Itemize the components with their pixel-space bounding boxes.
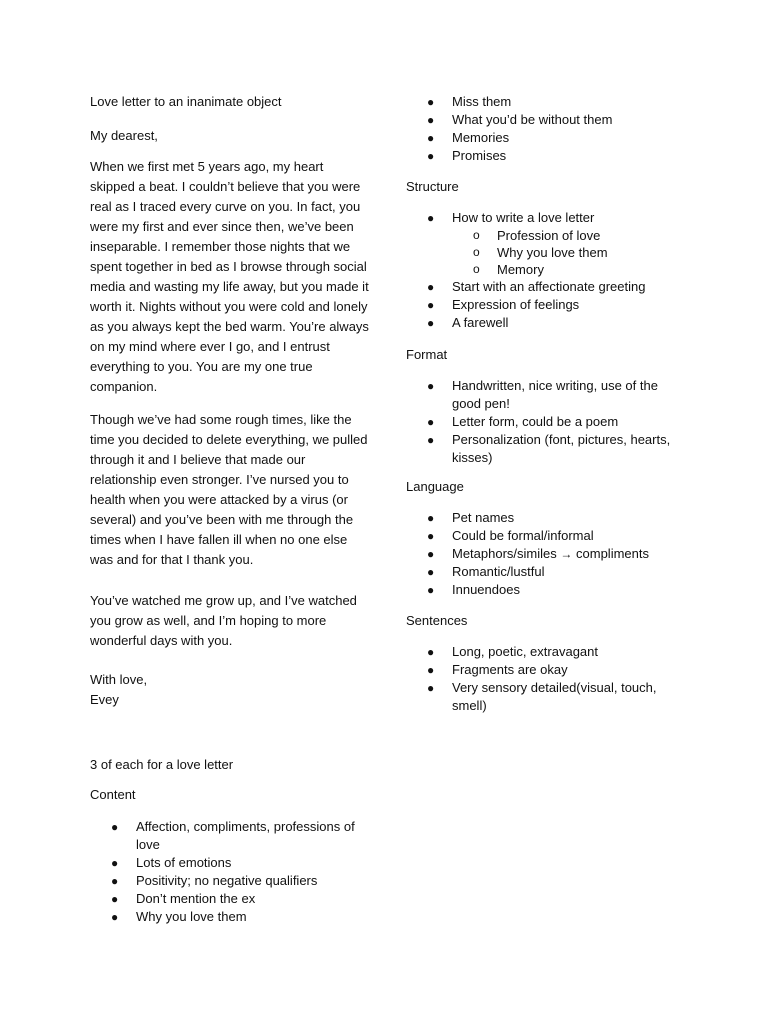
bullet-icon: ● bbox=[427, 316, 435, 330]
list-item: ● Very sensory detailed(visual, touch, smell) bbox=[427, 680, 657, 713]
letter-signature: Evey bbox=[90, 692, 119, 707]
bullet-icon: ● bbox=[427, 298, 435, 312]
circle-bullet-icon: o bbox=[473, 262, 480, 276]
structure-list bbox=[406, 209, 696, 332]
structure-sublist bbox=[452, 227, 696, 278]
format-list bbox=[406, 377, 686, 467]
list-item: ● Expression of feelings bbox=[427, 297, 580, 312]
circle-bullet-icon: o bbox=[473, 245, 480, 259]
list-item: ● Pet names bbox=[427, 510, 515, 525]
list-item: ● Miss them bbox=[427, 94, 512, 109]
list-item: ● Memories bbox=[427, 130, 510, 145]
bullet-icon: ● bbox=[111, 874, 119, 888]
list-item: ● Don’t mention the ex bbox=[111, 891, 256, 906]
structure-heading: Structure bbox=[406, 179, 459, 194]
letter-title: Love letter to an inanimate object bbox=[90, 94, 282, 109]
list-item: ● Why you love them bbox=[111, 909, 247, 924]
list-item: ● Lots of emotions bbox=[111, 855, 232, 870]
list-item: ● What you’d be without them bbox=[427, 112, 613, 127]
sub-list-item: o Profession of love bbox=[473, 228, 601, 243]
list-item: ● Start with an affectionate greeting bbox=[427, 279, 646, 294]
notes-title: 3 of each for a love letter bbox=[90, 757, 234, 772]
list-item: ● Could be formal/informal bbox=[427, 528, 594, 543]
bullet-icon: ● bbox=[427, 565, 435, 579]
sub-list-item: o Memory bbox=[473, 262, 544, 277]
content-heading: Content bbox=[90, 787, 136, 802]
bullet-icon: ● bbox=[427, 583, 435, 597]
bullet-icon: ● bbox=[427, 681, 435, 695]
letter-paragraph-1: When we first met 5 years ago, my heart skipped a beat. I couldn’t believe that you were real as I traced every curve on you. In fact, you were my first and ever since then, we’ve been inseparable. I remember those nights that we spent together in bed as I browse through social media and wasting my life away, but you made it worth it. Nights without you were cold and lonely as you always kept the bed warm. You’re always on my mind where ever I go, and I entrust everything to you. You are my one true companion. bbox=[90, 159, 369, 394]
list-item: ● Fragments are okay bbox=[427, 662, 568, 677]
arrow-right-icon: → bbox=[560, 547, 573, 561]
sentences-heading: Sentences bbox=[406, 613, 468, 628]
list-item: ● Long, poetic, extravagant bbox=[427, 644, 598, 659]
bullet-icon: ● bbox=[427, 547, 435, 561]
bullet-icon: ● bbox=[427, 645, 435, 659]
bullet-icon: ● bbox=[427, 131, 435, 145]
list-item: ● Handwritten, nice writing, use of the good pen! bbox=[427, 378, 658, 411]
list-item: ● Affection, compliments, professions of love bbox=[111, 819, 355, 852]
bullet-icon: ● bbox=[427, 511, 435, 525]
bullet-icon: ● bbox=[427, 529, 435, 543]
list-item: ● Positivity; no negative qualifiers bbox=[111, 873, 318, 888]
sentences-list bbox=[406, 643, 696, 715]
content-list-continued bbox=[406, 93, 696, 165]
sub-list-item: o Why you love them bbox=[473, 245, 608, 260]
language-heading: Language bbox=[406, 479, 464, 494]
letter-closing: With love, bbox=[90, 672, 148, 687]
bullet-icon: ● bbox=[427, 149, 435, 163]
bullet-icon: ● bbox=[427, 113, 435, 127]
bullet-icon: ● bbox=[427, 211, 435, 225]
language-list bbox=[406, 509, 696, 599]
bullet-icon: ● bbox=[427, 379, 435, 393]
circle-bullet-icon: o bbox=[473, 228, 480, 242]
list-item: ● Innuendoes bbox=[427, 582, 520, 597]
letter-paragraph-3: You’ve watched me grow up, and I’ve watched you grow as well, and I’m hoping to more wonderful days with you. bbox=[90, 593, 357, 648]
content-list bbox=[90, 818, 380, 926]
bullet-icon: ● bbox=[427, 280, 435, 294]
list-item: ● Romantic/lustful bbox=[427, 564, 545, 579]
format-heading: Format bbox=[406, 347, 448, 362]
bullet-icon: ● bbox=[427, 433, 435, 447]
letter-greeting: My dearest, bbox=[90, 128, 158, 143]
list-item: ● A farewell bbox=[427, 315, 509, 330]
bullet-icon: ● bbox=[111, 820, 119, 834]
bullet-icon: ● bbox=[111, 892, 119, 906]
bullet-icon: ● bbox=[427, 95, 435, 109]
list-item: ● Promises bbox=[427, 148, 507, 163]
bullet-icon: ● bbox=[427, 415, 435, 429]
list-item: ● Metaphors/similes → compliments bbox=[427, 546, 649, 561]
list-item: ● Letter form, could be a poem bbox=[427, 414, 619, 429]
bullet-icon: ● bbox=[111, 856, 119, 870]
list-item: ● How to write a love letter o Profession of love o Why you love them o Memory bbox=[406, 209, 696, 278]
letter-paragraph-2: Though we’ve had some rough times, like the time you decided to delete everything, we pulled through it and I believe that made our relationship even stronger. I’ve nursed you to health when you were attacked by a virus (or several) and you’ve been with me through the times when I have fallen ill when no one else was and for that I thank you. bbox=[90, 412, 368, 567]
bullet-icon: ● bbox=[427, 663, 435, 677]
bullet-icon: ● bbox=[111, 910, 119, 924]
list-item: ● Personalization (font, pictures, hearts, kisses) bbox=[427, 432, 671, 465]
